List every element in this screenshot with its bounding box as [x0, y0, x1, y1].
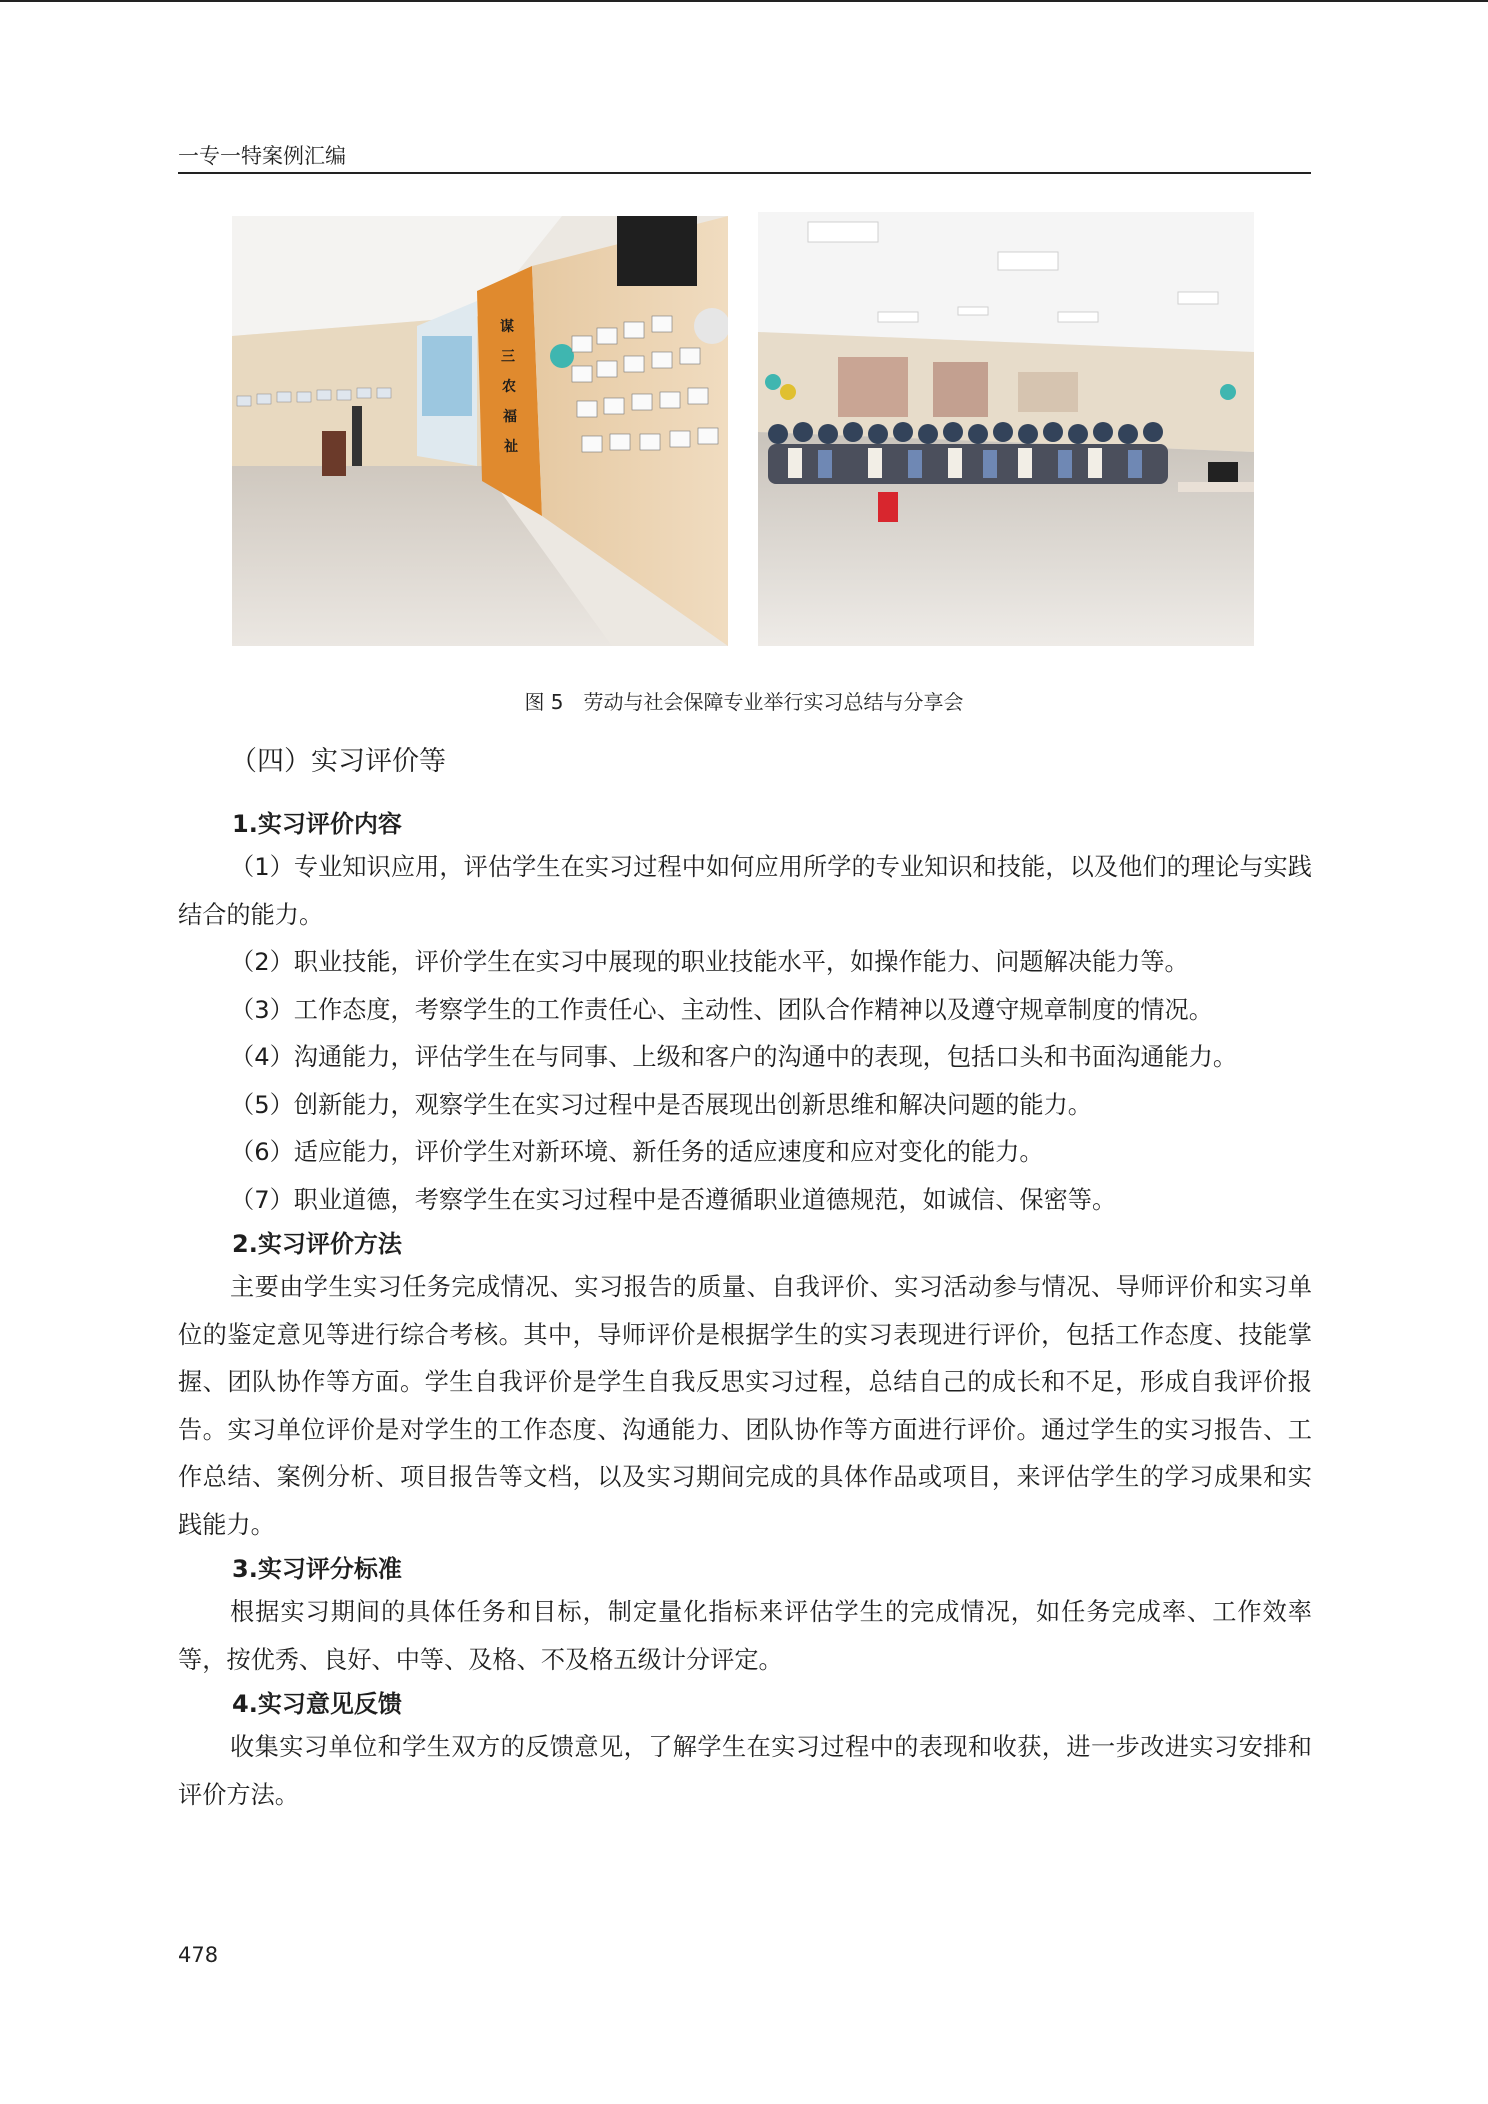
figure-caption: 图 5 劳动与社会保障专业举行实习总结与分享会 — [524, 690, 964, 714]
page-number: 478 — [178, 1943, 219, 1967]
header-rule — [178, 172, 1311, 174]
section-title: （四）实习评价等 — [230, 746, 446, 777]
subheading-feedback: 4.实习意见反馈 — [232, 1690, 402, 1718]
subheading-evaluation-content: 1.实习评价内容 — [232, 810, 402, 838]
running-header: 一专一特案例汇编 — [178, 144, 346, 168]
list-item: （4）沟通能力，评估学生在与同事、上级和客户的沟通中的表现，包括口头和书面沟通能力。 — [230, 1043, 1238, 1071]
paragraph-feedback: 收集实习单位和学生双方的反馈意见，了解学生在实习过程中的表现和收获，进一步改进实习安排和评价方法。 — [178, 1733, 1312, 1809]
main-content — [178, 736, 1312, 1819]
list-item: （1）专业知识应用，评估学生在实习过程中如何应用所学的专业知识和技能，以及他们的理论与实践结合的能力。 — [178, 853, 1312, 929]
subheading-scoring-standard: 3.实习评分标准 — [232, 1555, 402, 1583]
list-item: （2）职业技能，评价学生在实习中展现的职业技能水平，如操作能力、问题解决能力等。 — [230, 948, 1189, 976]
list-item: （5）创新能力，观察学生在实习过程中是否展现出创新思维和解决问题的能力。 — [230, 1090, 1092, 1119]
photo-sign-char-1: 三 — [501, 349, 515, 365]
subheading-evaluation-method: 2.实习评价方法 — [232, 1230, 402, 1258]
paragraph-evaluation-method: 主要由学生实习任务完成情况、实习报告的质量、自我评价、实习活动参与情况、导师评价和实习单位的鉴定意见等进行综合考核。其中，导师评价是根据学生的实习表现进行评价，包括工作态度、技能掌握、团队协作等方面。学生自我评价是学生自我反思实习过程，总结自己的成长和不足，形成自我评价报告。实习单位评价是对学生的工作态度、沟通能力、团队协作等方面进行评价。通过学生的实习报告、工作总结、案例分析、项目报告等文档，以及实习期间完成的具体作品或项目，来评估学生的学习成果和实践能力。 — [178, 1273, 1312, 1539]
list-item: （7）职业道德，考察学生在实习过程中是否遵循职业道德规范，如诚信、保密等。 — [230, 1185, 1117, 1214]
photo-sign-char-4: 祉 — [504, 439, 518, 455]
page-top-rule — [0, 0, 1488, 2]
photo-sign-char-3: 福 — [503, 409, 517, 425]
photo-exhibition-hallway — [232, 216, 728, 646]
photo-sign-char-0: 谋 — [500, 319, 514, 335]
photo-audience-hall — [758, 212, 1254, 646]
list-item: （3）工作态度，考察学生的工作责任心、主动性、团队合作精神以及遵守规章制度的情况。 — [230, 995, 1213, 1024]
paragraph-scoring-standard: 根据实习期间的具体任务和目标，制定量化指标来评估学生的完成情况，如任务完成率、工作效率等，按优秀、良好、中等、及格、不及格五级计分评定。 — [178, 1598, 1312, 1674]
photo-sign-char-2: 农 — [502, 379, 516, 395]
list-item: （6）适应能力，评价学生对新环境、新任务的适应速度和应对变化的能力。 — [230, 1138, 1044, 1166]
